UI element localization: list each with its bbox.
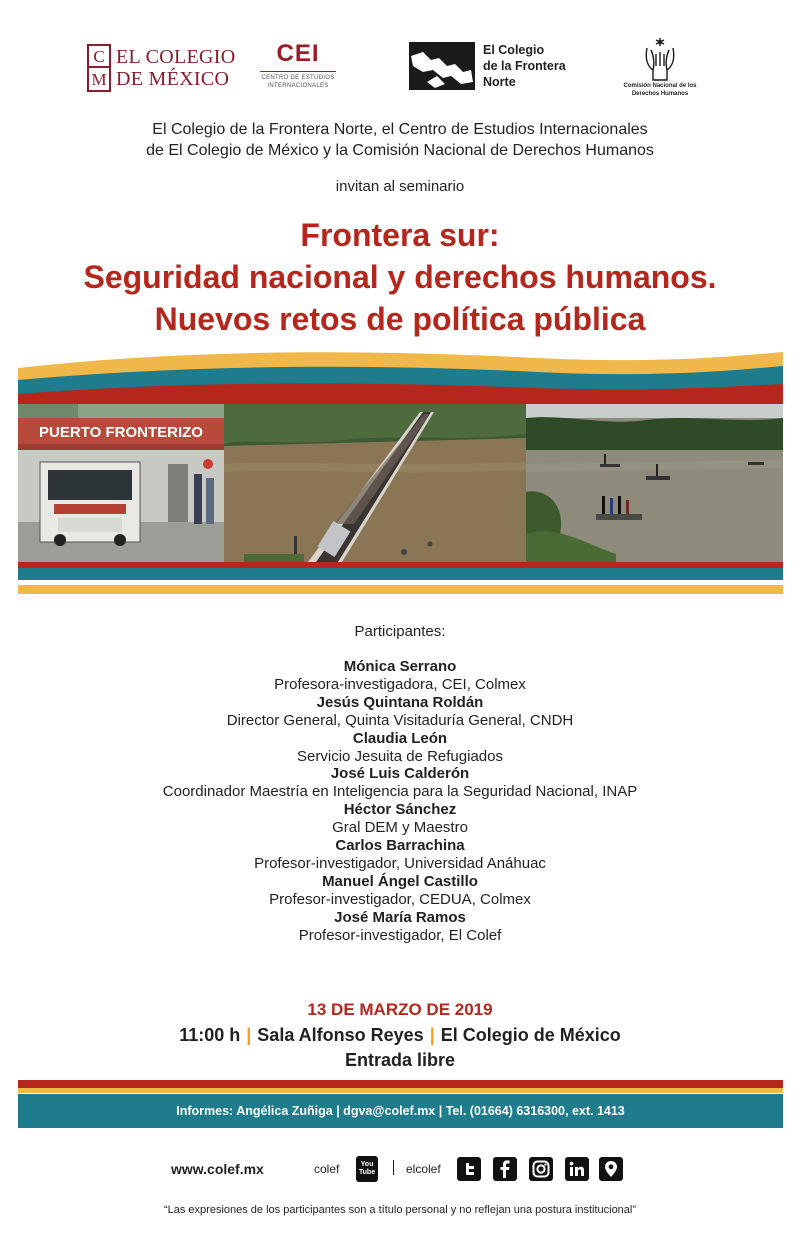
- info-bar: [18, 1094, 783, 1128]
- participant-role: Director General, Quinta Visitaduría General, CNDH: [226, 711, 574, 729]
- band-yellow: [18, 1088, 783, 1093]
- social-divider: [393, 1160, 394, 1175]
- participant-6: [0, 837, 800, 873]
- photo-strip: [18, 404, 783, 562]
- participant-role: Profesor-investigador, CEDUA, Colmex: [269, 890, 531, 908]
- cndh-line2: Derechos Humanos: [631, 91, 689, 97]
- youtube-label-bottom: Tube: [358, 1169, 376, 1176]
- info-text[interactable]: Informes: Angélica Zuñiga | dgva@colef.mx | Tel. (01664) 6316300, ext. 1413: [176, 1104, 625, 1118]
- participant-name: Manuel Ángel Castillo: [322, 872, 478, 890]
- youtube-handle: colef: [314, 1162, 340, 1176]
- twitter-icon[interactable]: [457, 1157, 481, 1181]
- participant-2: [0, 694, 800, 730]
- disclaimer: “Las expresiones de los participantes son a título personal y no reflejan una postura institucional”: [163, 1204, 637, 1216]
- title-line3: Nuevos retos de política pública: [154, 301, 646, 337]
- event-date: 13 DE MARZO DE 2019: [307, 1000, 493, 1019]
- colef-name-line3: Norte: [483, 75, 516, 89]
- colmex-logo: [87, 44, 235, 92]
- colmex-mark-bottom: M: [91, 69, 107, 89]
- sign-text: PUERTO FRONTERIZO: [39, 424, 203, 441]
- info-band: [18, 1080, 783, 1128]
- participant-name: Jesús Quintana Roldán: [316, 693, 484, 711]
- colmex-name-line2: DE MÉXICO: [116, 68, 230, 90]
- band-red: [18, 1080, 783, 1088]
- participant-name: José María Ramos: [334, 908, 466, 926]
- participant-role: Coordinador Maestría en Inteligencia para la Seguridad Nacional, INAP: [162, 783, 638, 801]
- participant-1: [0, 658, 800, 694]
- colef-name-line1: El Colegio: [483, 43, 545, 57]
- cei-abbr: CEI: [276, 40, 320, 67]
- cei-rule: [260, 71, 336, 72]
- participant-3: [0, 730, 800, 766]
- cndh-line1: Comisión Nacional de los: [623, 83, 697, 89]
- participant-name: Carlos Barrachina: [335, 837, 465, 855]
- intro-line2: de El Colegio de México y la Comisión Nacional de Derechos Humanos: [146, 142, 654, 159]
- border-crossing-image: [18, 404, 224, 562]
- intro-line1: El Colegio de la Frontera Norte, el Centro de Estudios Internacionales: [152, 121, 648, 138]
- participants-list: [0, 658, 800, 945]
- photo-bridge: [224, 404, 526, 562]
- participant-name: Claudia León: [352, 729, 448, 747]
- logo-row: [0, 40, 800, 100]
- social-row: [0, 1155, 800, 1185]
- cei-logo: [256, 40, 340, 90]
- participant-role: Profesor-investigador, Universidad Anáhuac: [254, 854, 546, 872]
- photo-river: [526, 404, 783, 562]
- colef-name-line2: de la Frontera: [483, 59, 566, 73]
- event-details: [0, 1025, 800, 1046]
- colef-name: [483, 42, 566, 90]
- event-room: Sala Alfonso Reyes: [257, 1025, 424, 1045]
- facebook-icon[interactable]: [493, 1157, 517, 1181]
- location-pin-icon[interactable]: [599, 1157, 623, 1181]
- participant-name: Héctor Sánchez: [343, 801, 457, 819]
- title-line2: Seguridad nacional y derechos humanos.: [83, 259, 717, 295]
- intro-text: [0, 119, 800, 161]
- event-entry: Entrada libre: [344, 1050, 456, 1070]
- separator: |: [246, 1025, 252, 1045]
- website-link[interactable]: www.colef.mx: [171, 1161, 264, 1177]
- colef-logo: [409, 42, 566, 90]
- participant-role: Profesora-investigadora, CEI, Colmex: [274, 675, 526, 693]
- participant-7: [0, 873, 800, 909]
- cndh-emblem-icon: [639, 36, 681, 82]
- youtube-label-top: You: [360, 1161, 374, 1168]
- participant-name: José Luis Calderón: [330, 765, 470, 783]
- event-time: 11:00 h: [179, 1025, 241, 1045]
- participant-8: [0, 909, 800, 945]
- participant-role: Servicio Jesuita de Refugiados: [297, 747, 503, 765]
- river-rafts-image: [526, 404, 783, 562]
- cndh-logo: [620, 36, 700, 98]
- separator: |: [429, 1025, 435, 1045]
- cei-line2: INTERNACIONALES: [267, 83, 329, 89]
- event-venue: El Colegio de México: [440, 1025, 621, 1045]
- participant-name: Mónica Serrano: [343, 658, 457, 675]
- bridge-caravan-image: [224, 404, 526, 562]
- participant-5: [0, 801, 800, 837]
- participant-4: [0, 765, 800, 801]
- participant-role: Gral DEM y Maestro: [332, 819, 468, 837]
- colmex-name-line1: EL COLEGIO: [116, 46, 236, 68]
- social-handle: elcolef: [406, 1162, 441, 1176]
- youtube-icon[interactable]: [356, 1156, 378, 1182]
- colmex-name: [116, 46, 235, 90]
- colmex-mark-top: C: [89, 46, 109, 68]
- photo-border-crossing: [18, 404, 224, 562]
- linkedin-icon[interactable]: [565, 1157, 589, 1181]
- colef-map-icon: [409, 42, 475, 90]
- seminar-title: [0, 214, 800, 340]
- instagram-icon[interactable]: [529, 1157, 553, 1181]
- participant-role: Profesor-investigador, El Colef: [298, 926, 502, 944]
- cei-line1: CENTRO DE ESTUDIOS: [261, 75, 335, 81]
- participants-heading: Participantes:: [354, 623, 446, 640]
- invite-text: invitan al seminario: [335, 178, 465, 195]
- colmex-mark: [87, 44, 111, 92]
- title-line1: Frontera sur:: [300, 217, 500, 253]
